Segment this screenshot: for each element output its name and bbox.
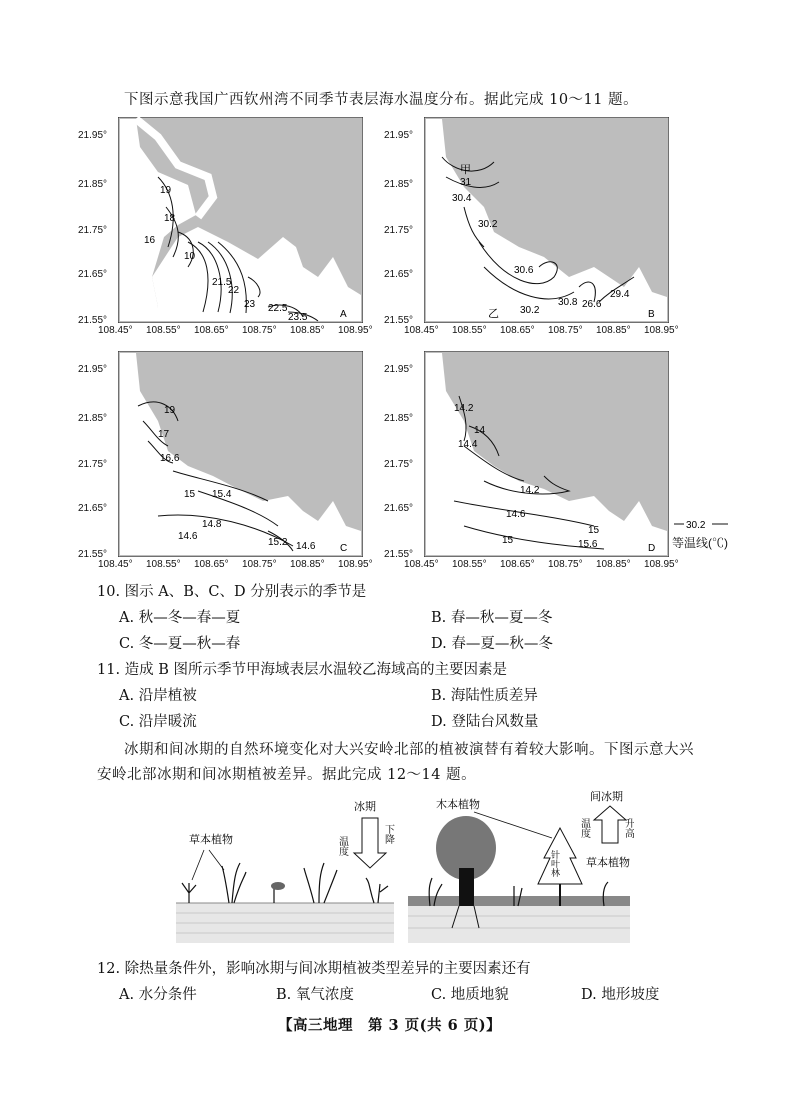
down-label: 下降 [382,824,394,844]
y-tick: 21.55° [78,315,108,326]
map-a-label: 22.5 [268,303,288,314]
map-a-label: 21.5 [212,277,232,288]
glacial-label: 冰期 [354,800,376,813]
q12-option-d[interactable]: D. 地形坡度 [581,987,660,1003]
x-tick: 108.75° [242,325,277,336]
legend [672,518,732,551]
map-c [118,351,363,557]
legend-value: 30.2 [686,520,706,530]
x-tick: 108.85° [596,325,631,336]
y-tick: 21.75° [384,225,414,236]
interglacial-label: 间冰期 [590,790,623,803]
y-tick: 21.85° [78,179,108,190]
map-c-label: 14.6 [296,541,316,552]
x-tick: 108.65° [500,325,535,336]
map-d-label: 14.6 [506,509,526,520]
x-tick: 108.65° [194,325,229,336]
y-tick: 21.85° [78,413,108,424]
y-tick: 21.95° [78,364,108,375]
map-c-letter: C [340,543,348,554]
y-tick: 21.55° [78,549,108,560]
map-d-label: 14.4 [458,439,478,450]
x-tick: 108.55° [146,325,181,336]
map-b-label: 31 [460,177,472,188]
map-d-label: 15 [502,535,514,546]
q11-option-a[interactable]: A. 沿岸植被 [119,688,197,704]
q12-option-a[interactable]: A. 水分条件 [119,987,197,1003]
map-c-label: 16.6 [160,453,180,464]
x-tick: 108.95° [644,325,679,336]
map-b-label: 30.2 [520,305,540,316]
q10-option-b[interactable]: B. 春—秋—夏—冬 [431,610,553,626]
map-a-label: 22 [228,285,240,296]
map-c-label: 19 [164,405,176,416]
q11-stem: 11. 造成 B 图所示季节甲海域表层水温较乙海域高的主要因素是 [97,662,508,678]
map-a-label: 16 [144,235,156,246]
x-tick: 108.65° [194,559,229,570]
x-tick: 108.95° [338,325,373,336]
map-b-letter: B [648,309,655,320]
y-tick: 21.95° [384,364,414,375]
map-b-label: 26.6 [582,299,602,310]
x-tick: 108.85° [596,559,631,570]
legend-label: 等温线(℃) [672,536,728,550]
map-c-label: 15 [184,489,196,500]
map-a-label: 10 [184,251,196,262]
y-tick: 21.85° [384,179,414,190]
y-tick: 21.85° [384,413,414,424]
x-tick: 108.85° [290,559,325,570]
map-c-label: 14.6 [178,531,198,542]
temp-label-left: 温度 [336,836,348,856]
x-tick: 108.65° [500,559,535,570]
q11-option-d[interactable]: D. 登陆台风数量 [431,714,539,730]
map-d-label: 14.2 [454,403,474,414]
y-tick: 21.95° [384,130,414,141]
woody-label: 木本植物 [436,798,480,811]
x-tick: 108.55° [452,325,487,336]
map-d-label: 14.2 [520,485,540,496]
y-tick: 21.65° [384,503,414,514]
x-tick: 108.55° [146,559,181,570]
y-tick: 21.65° [78,503,108,514]
y-tick: 21.75° [78,459,108,470]
page-footer: 【高三地理 第 3 页(共 6 页)】 [278,1017,502,1034]
x-tick: 108.45° [404,559,439,570]
map-b-label: 甲 [460,164,471,176]
intro-text-2: 冰期和间冰期的自然环境变化对大兴安岭北部的植被演替有着较大影响。下图示意大兴 [124,742,694,758]
conifer-label: 针叶林 [549,850,559,877]
x-tick: 108.75° [548,559,583,570]
map-a-label: 23.5 [288,312,308,323]
x-tick: 108.95° [644,559,679,570]
q10-option-d[interactable]: D. 春—夏—秋—冬 [431,636,553,652]
y-tick: 21.75° [384,459,414,470]
map-a-label: 19 [160,185,172,196]
q12-option-c[interactable]: C. 地质地貌 [431,987,509,1003]
x-tick: 108.45° [98,559,133,570]
map-a-letter: A [340,309,347,320]
intro-text-2b: 安岭北部冰期和间冰期植被差异。据此完成 12～14 题。 [97,767,477,783]
temp-label-right: 温度 [578,818,590,838]
q12-stem: 12. 除热量条件外，影响冰期与间冰期植被类型差异的主要因素还有 [97,961,531,977]
q11-option-c[interactable]: C. 沿岸暖流 [119,714,197,730]
x-tick: 108.95° [338,559,373,570]
map-b-label: 30.6 [514,265,534,276]
vegetation-figure [174,788,634,946]
map-c-label: 17 [158,429,170,440]
y-tick: 21.95° [78,130,108,141]
map-d-label: 15.6 [578,539,598,550]
map-d-label: 14 [474,425,486,436]
y-tick: 21.65° [384,269,414,280]
map-a-label: 18 [164,213,176,224]
map-d [424,351,669,557]
up-label: 升高 [622,818,634,838]
map-b-label: 30.8 [558,297,578,308]
map-c-label: 15.2 [268,537,288,548]
x-tick: 108.45° [98,325,133,336]
x-tick: 108.85° [290,325,325,336]
intro-text-1: 下图示意我国广西钦州湾不同季节表层海水温度分布。据此完成 10～11 题。 [124,92,639,108]
map-d-letter: D [648,543,656,554]
map-d-label: 15 [588,525,600,536]
map-a-label: 23 [244,299,256,310]
map-c-label: 14.8 [202,519,222,530]
y-tick: 21.75° [78,225,108,236]
map-a [118,117,363,323]
herb-label-right: 草本植物 [586,856,630,869]
q12-option-b[interactable]: B. 氧气浓度 [276,987,354,1003]
x-tick: 108.45° [404,325,439,336]
map-b [424,117,669,323]
map-b-label: 30.2 [478,219,498,230]
map-c-label: 15.4 [212,489,232,500]
y-tick: 21.65° [78,269,108,280]
map-b-label: 乙 [488,308,499,320]
map-b-label: 30.4 [452,193,472,204]
x-tick: 108.55° [452,559,487,570]
x-tick: 108.75° [242,559,277,570]
q10-option-a[interactable]: A. 秋—冬—春—夏 [119,610,241,626]
y-tick: 21.55° [384,549,414,560]
x-tick: 108.75° [548,325,583,336]
herb-label-left: 草本植物 [189,833,233,846]
y-tick: 21.55° [384,315,414,326]
q10-stem: 10. 图示 A、B、C、D 分别表示的季节是 [97,584,367,600]
q11-option-b[interactable]: B. 海陆性质差异 [431,688,538,704]
map-b-label: 29.4 [610,289,630,300]
q10-option-c[interactable]: C. 冬—夏—秋—春 [119,636,241,652]
